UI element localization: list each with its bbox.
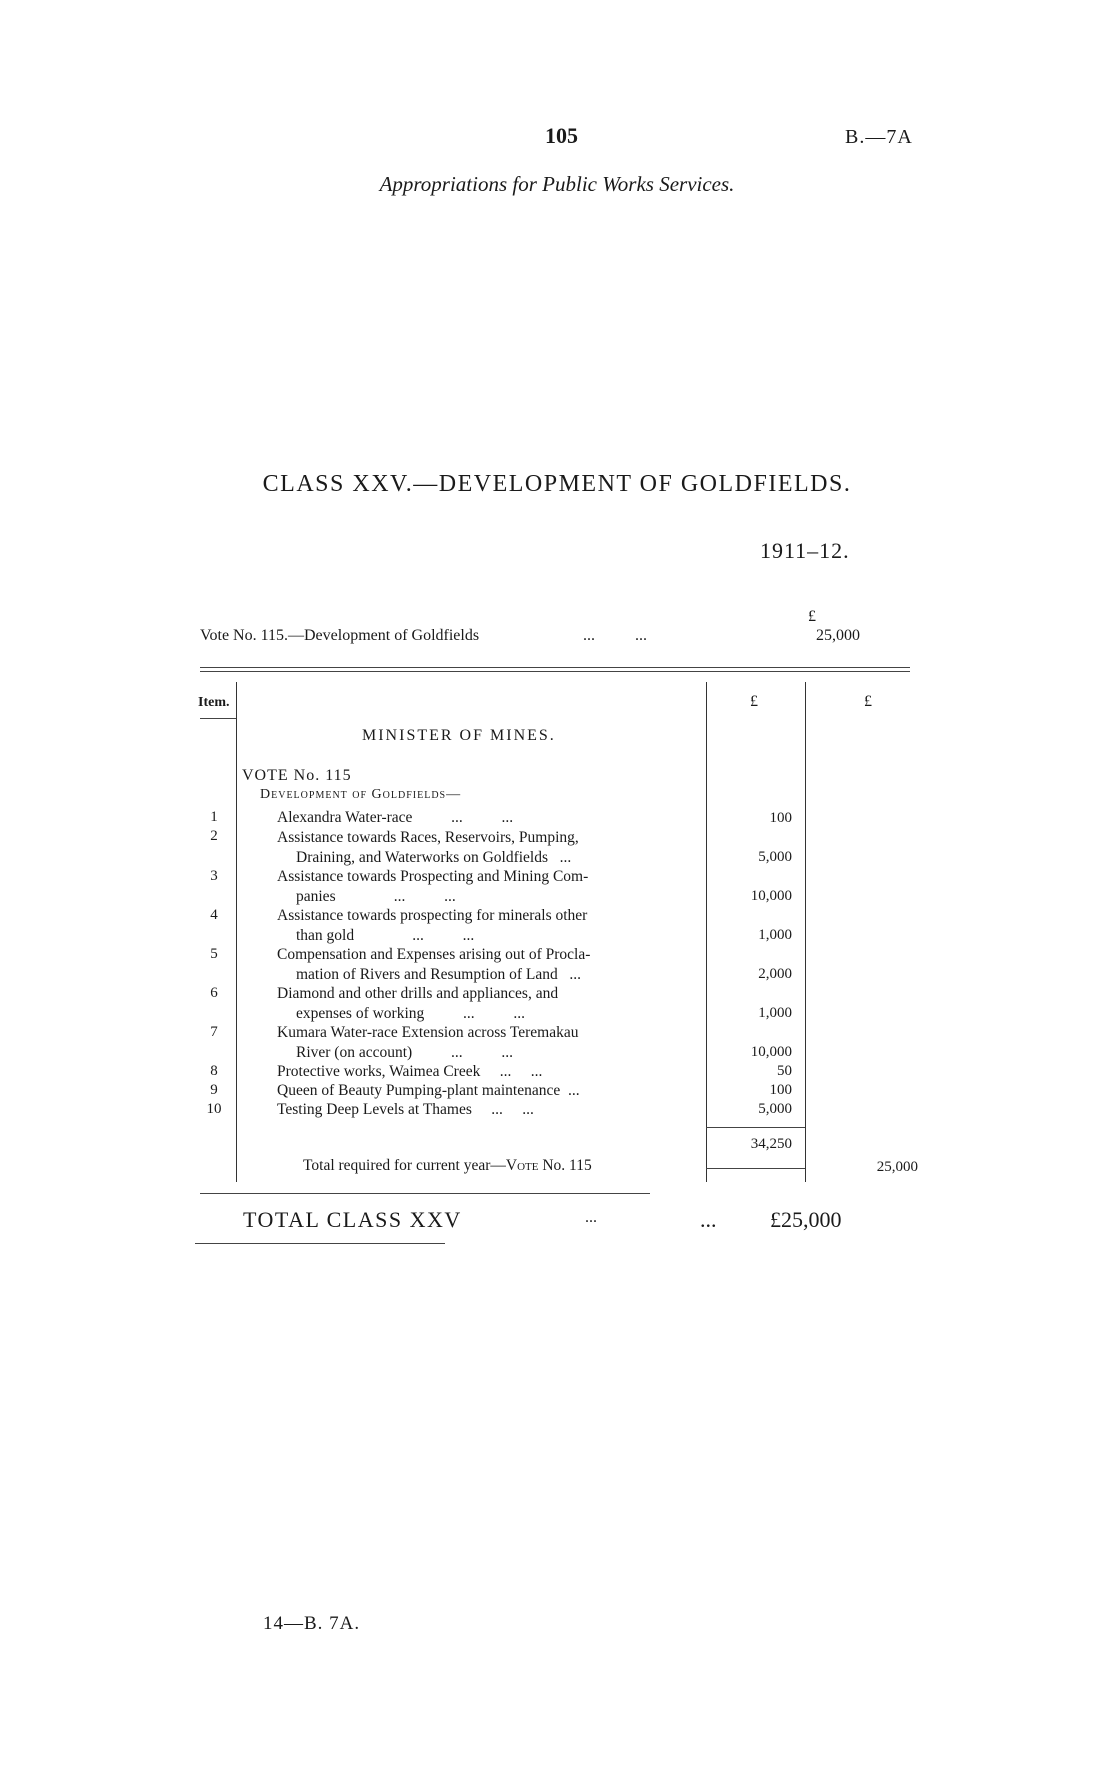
total-class-dots: ... <box>585 1209 597 1226</box>
total-class-bottom-rule <box>195 1243 445 1244</box>
item-description: Compensation and Expenses arising out of Procla- mation of Rivers and Resumption of Land ... <box>277 946 591 983</box>
item-amount: 10,000 <box>750 1044 792 1060</box>
item-number: 1 <box>210 809 218 825</box>
item-description: Queen of Beauty Pumping-plant maintenance ... <box>277 1082 580 1099</box>
table-top-rule <box>200 667 910 668</box>
page-number: 105 <box>545 123 578 148</box>
page-subtitle: Appropriations for Public Works Services. <box>379 172 735 196</box>
item-number: 5 <box>210 946 218 962</box>
item-description: Assistance towards prospecting for minerals other than gold ... ... <box>277 907 588 944</box>
item-header-rule <box>200 718 237 719</box>
item-amount: 2,000 <box>758 966 792 982</box>
amount-column-left-divider <box>706 682 707 1182</box>
item-column-header: Item. <box>198 695 230 710</box>
item-number: 3 <box>210 868 218 884</box>
table-top-rule-double <box>200 671 910 672</box>
amount-column-currency: £ <box>750 693 758 710</box>
item-description: Assistance towards Prospecting and Mining Com- panies ... ... <box>277 868 589 905</box>
item-description: Testing Deep Levels at Thames ... ... <box>277 1101 534 1118</box>
vote-summary-amount: 25,000 <box>816 627 860 644</box>
item-description: Assistance towards Races, Reservoirs, Pumping, Draining, and Waterworks on Goldfields ... <box>277 829 579 866</box>
year-label: 1911–12. <box>760 538 850 563</box>
item-amount: 1,000 <box>758 1005 792 1021</box>
total-required-label: Total required for current year—Vote No. 115 <box>303 1157 592 1174</box>
item-number: 10 <box>206 1101 222 1117</box>
item-amount: 1,000 <box>758 927 792 943</box>
item-amount: 5,000 <box>758 1101 792 1117</box>
total-class-label: TOTAL CLASS XXV <box>243 1207 462 1232</box>
amount-column-right-divider <box>805 682 806 1182</box>
subtotal-bottom-rule <box>706 1168 805 1169</box>
item-amount: 100 <box>769 810 792 826</box>
vote-currency-symbol: £ <box>808 608 816 625</box>
item-number: 4 <box>210 907 218 923</box>
subtotal-rule <box>706 1127 805 1128</box>
total-class-top-rule <box>200 1193 650 1194</box>
item-amount: 10,000 <box>750 888 792 904</box>
minister-heading: MINISTER OF MINES. <box>362 727 556 744</box>
item-description: Kumara Water-race Extension across Teremakau River (on account) ... ... <box>277 1024 579 1061</box>
footer-reference: 14—B. 7A. <box>263 1613 361 1634</box>
item-number: 7 <box>210 1024 218 1040</box>
vote-summary-dots: ... ... <box>583 627 647 644</box>
item-number: 6 <box>210 985 218 1001</box>
vote-subheading: VOTE No. 115 <box>242 767 352 784</box>
total-required-amount: 25,000 <box>876 1159 918 1175</box>
class-heading: CLASS XXV.—DEVELOPMENT OF GOLDFIELDS. <box>262 471 852 497</box>
total-column-currency: £ <box>864 693 872 710</box>
total-class-amount: £25,000 <box>770 1207 842 1232</box>
item-amount: 50 <box>777 1063 792 1079</box>
item-amount: 5,000 <box>758 849 792 865</box>
section-heading: Development of Goldfields— <box>260 787 462 802</box>
item-description: Diamond and other drills and appliances, and expenses of working ... ... <box>277 985 559 1022</box>
vote-summary-label: Vote No. 115.—Development of Goldfields <box>200 627 480 644</box>
document-reference: B.—7A <box>845 126 913 148</box>
total-class-dots-2: ... <box>700 1207 717 1232</box>
item-number: 8 <box>210 1063 218 1079</box>
item-number: 2 <box>210 828 218 844</box>
item-description: Protective works, Waimea Creek ... ... <box>277 1063 543 1080</box>
subtotal-amount: 34,250 <box>750 1136 792 1152</box>
item-number: 9 <box>210 1082 218 1098</box>
item-column-divider <box>236 682 237 1182</box>
item-amount: 100 <box>769 1082 792 1098</box>
item-description: Alexandra Water-race ... ... <box>277 809 514 826</box>
